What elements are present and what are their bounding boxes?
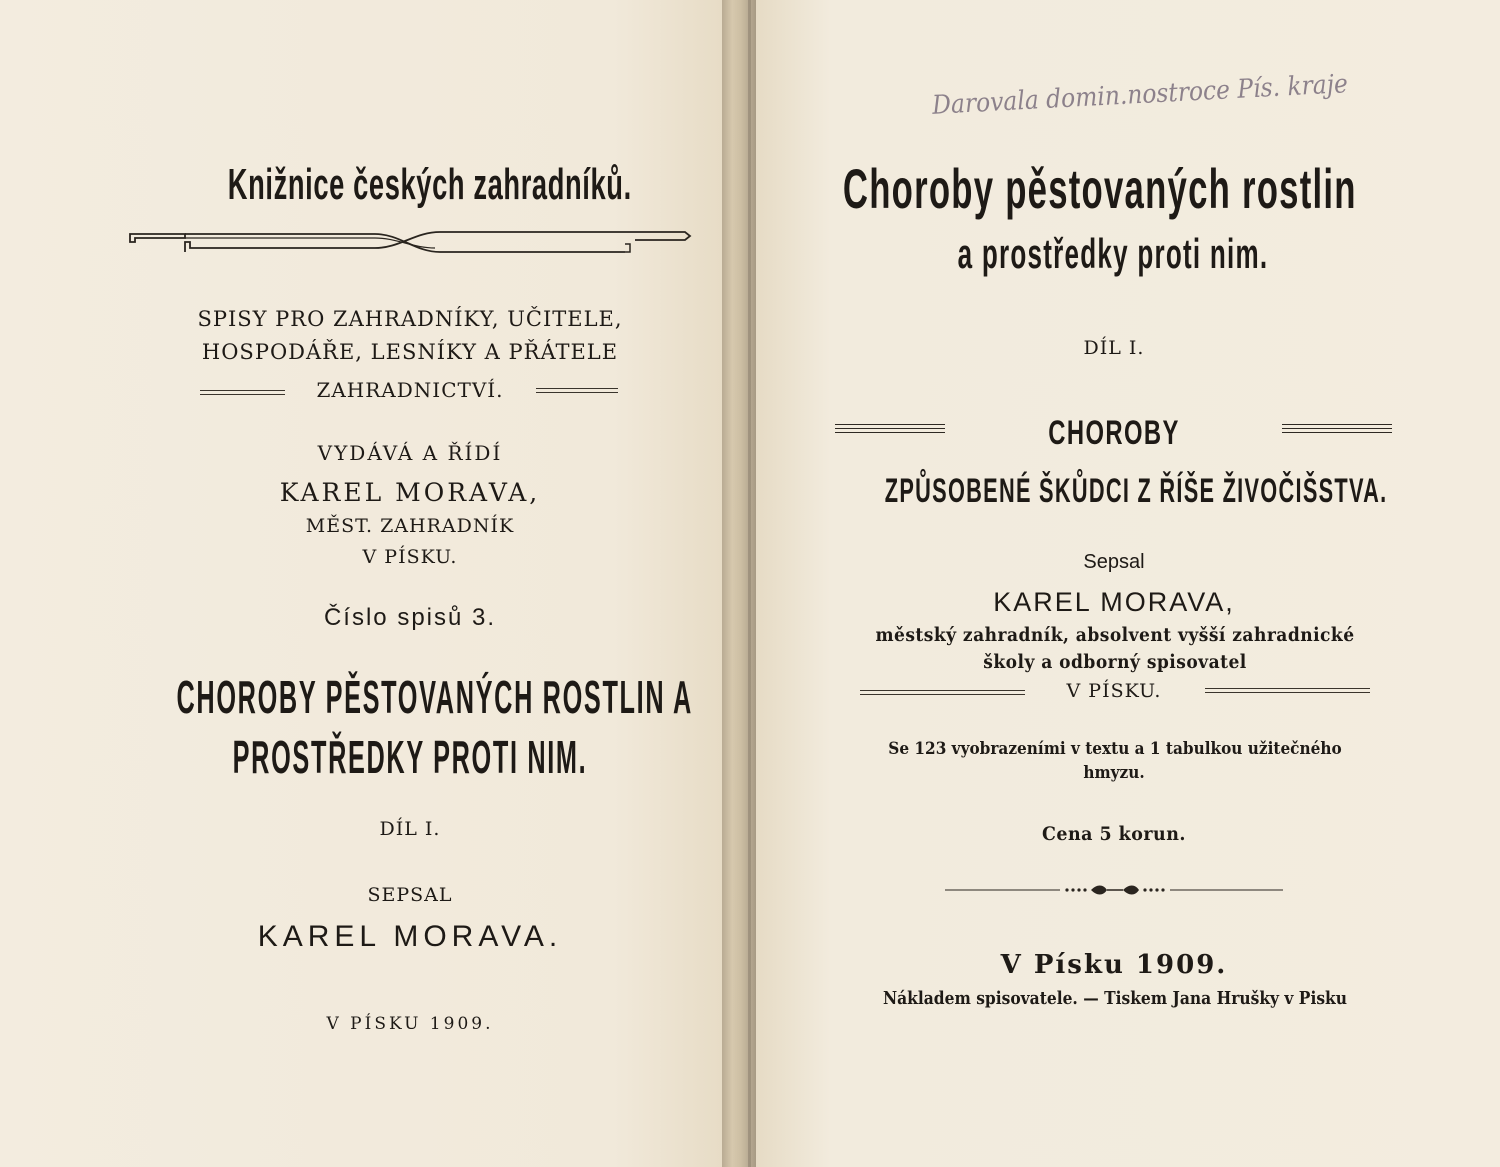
editor-place: V PÍSKU. xyxy=(362,546,458,568)
right-author-place: V PÍSKU. xyxy=(1066,680,1162,702)
author-desc-line-2: školy a odborný spisovatel xyxy=(983,651,1247,673)
publisher: Nákladem spisovatele. — Tiskem Jana Hrušky v Pisku xyxy=(882,988,1348,1009)
series-title: Knižnice českých zahradníků. xyxy=(227,160,632,209)
editor-name: KAREL MORAVA, xyxy=(279,478,541,507)
author-desc-line-1: městský zahradník, absolvent vyšší zahradnické xyxy=(875,624,1355,646)
triple-rule-left xyxy=(835,424,945,433)
place-rule-right xyxy=(1205,688,1370,693)
book-title-line-2: PROSTŘEDKY PROTI NIM. xyxy=(232,731,588,783)
handwritten-note: Darovala domin.nostroce Pís. kraje xyxy=(931,69,1349,121)
price: Cena 5 korun. xyxy=(1042,823,1186,845)
editor-role: MĚST. ZAHRADNÍK xyxy=(305,515,515,537)
divider-right xyxy=(536,388,618,393)
subtitle-line-2: ZPŮSOBENÉ ŠKŮDCI Z ŘÍŠE ŽIVOČIŠSTVA. xyxy=(884,472,1388,510)
right-title-line-1: Choroby pěstovaných rostlin xyxy=(842,157,1357,220)
place-rule-left xyxy=(860,690,1025,695)
series-desc-line-3: ZAHRADNICTVÍ. xyxy=(316,378,504,402)
illustrations-line-2: hmyzu. xyxy=(1083,763,1145,783)
right-title-line-2: a prostředky proti nim. xyxy=(957,230,1269,277)
gutter-binding-line xyxy=(748,0,751,1167)
subtitle-line-1: CHOROBY xyxy=(1048,414,1180,452)
right-author-label: Sepsal xyxy=(1083,551,1145,573)
book-title-line-1: CHOROBY PĚSTOVANÝCH ROSTLIN A xyxy=(176,671,693,723)
author-label: SEPSAL xyxy=(367,884,453,906)
right-volume: DÍL I. xyxy=(1083,337,1145,359)
ornament-divider xyxy=(125,224,695,254)
triple-rule-right xyxy=(1282,424,1392,433)
place-year: V Písku 1909. xyxy=(1000,950,1228,980)
author-name: KAREL MORAVA. xyxy=(257,920,563,953)
series-number: Číslo spisů 3. xyxy=(323,604,497,631)
fleuron-divider xyxy=(945,882,1285,898)
series-desc-line-2: HOSPODÁŘE, LESNÍKY A PŘÁTELE xyxy=(201,340,619,364)
right-author-name: KAREL MORAVA, xyxy=(993,587,1235,617)
illustrations-line-1: Se 123 vyobrazeními v textu a 1 tabulkou užitečného xyxy=(888,739,1342,759)
left-imprint: V PÍSKU 1909. xyxy=(326,1014,494,1034)
series-desc-line-1: SPISY PRO ZAHRADNÍKY, UČITELE, xyxy=(197,307,623,331)
left-volume: DÍL I. xyxy=(379,818,441,840)
editor-label: VYDÁVÁ A ŘÍDÍ xyxy=(317,441,503,465)
